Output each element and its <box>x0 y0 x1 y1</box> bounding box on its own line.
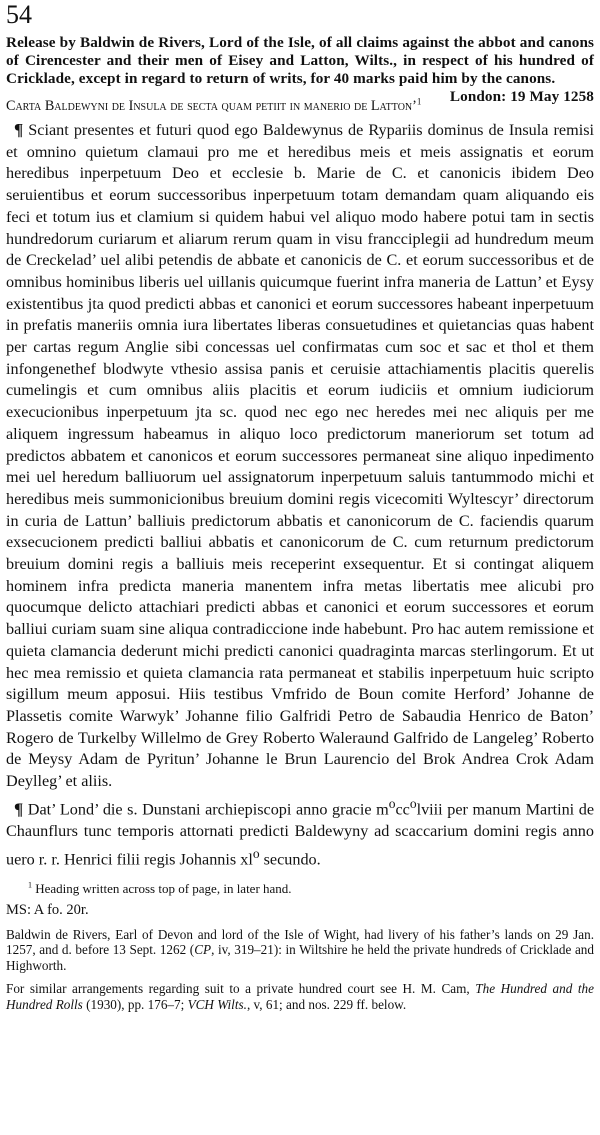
charter-text <box>6 119 594 871</box>
heading-footnote-ref: 1 <box>416 96 422 107</box>
summary-text: Release by Baldwin de Rivers, Lord of the Isle, of all claims against the abbot and canons of Cirencester and their men of Eisey and Latton, Wilts., in respect of his hundred of Cricklade, except in regard to return of writs, for 40 marks paid him by the canons. London: 19 May 1258 <box>6 34 594 105</box>
editorial-note-2: For similar arrangements regarding suit to a private hundred court see H. M. Cam, The Hundred and the Hundred Rolls (1930), pp. 176–7; VCH Wilts., v, 61; and nos. 229 ff. below. <box>6 981 594 1012</box>
pilcrow-mark: ¶ <box>14 799 24 819</box>
heading-text: Carta Baldewyni de Insula de secta quam petiit in manerio de Latton <box>6 98 413 114</box>
charter-summary <box>6 34 594 105</box>
footnote-text: Heading written across top of page, in later hand. <box>32 880 292 896</box>
charter-paragraph-1: ¶ Sciant presentes et futuri quod ego Baldewynus de Rypariis dominus de Insula remisi et omnino quietum clamaui pro me et heredibus meis et meis assignatis et eorum heredibus inperpetuum Deo et ecclesie b. Marie de C. et canonicis ibidem Deo seruientibus et eorum successoribus inperpetuum totam demandam quam aliquando eis feci et totum ius et clamium si quidem habui vel aliquo modo habere potui tam in sectis hundredorum curiarum et aliarum rerum quam in visu francciplegii ad hundredum meum de Creckelad’ uel alibi petendis de abbate et canonicis de C. et eorum successoribus et de omnibus hominibus liberis uel uillanis quicumque fuerint infra maneria de Lattun’ et Eysy existentibus jta quod predicti abbas et canonici et eorum successores habeant inperpetuum in prefatis maneriis omnia iura libertates liberas consuetudines et quietancias quas habent per cartas regum Anglie sibi concessas uel confirmatas cum soc et sac et thol et them infongenethef blodwyte vthesio assisa panis et ceruisie attachiamentis placitis querelis cumelingis et cum omnibus aliis placitis et eorum iudiciis et omnium iudiciorum execucionibus inperpetuum jta sc. quod nec ego nec heredes mei nec aliquis per me aliquem ingressum habeamus in aliquo loco predictorum maneriorum set totum ad predictos abbatem et canonicos et eorum successores permaneat sine aliquo inpedimento mei uel heredum balliuorum uel assignatorum inperpetuum saluis tantummodo michi et heredibus meis summonicionibus breuium domini regis vicecomiti Wyltescyr’ directorum in curia de Lattun’ balliuis predictorum abbatis et canonicorum de C. faciendis quarum exsecucionem predicti balliui abbatis et canonicorum de C. cum returnum predictorum breuium domini regis a balliuis meis receperint exsequentur. Et si contingat aliquem hominem infra predicta maneria manentem infra metas libertatis mee alicubi pro quocumque delicto attachiari predicti abbas et canonici et eorum successores et eorum balliui curiam suam sine aliqua contradiccione inde habebunt. Pro hac autem remissione et quieta clamancia dederunt michi predicti canonici quadraginta marcas sterlingorum. Et ut hec mea remissio et quieta clamancia rata permaneat et stabilis inperpetuum huic scripto sigillum meum apposui. Hiis testibus Vmfrido de Boun comite Herford’ Johanne de Plassetis comite Warwyk’ Johanne filio Galfridi Petro de Sabaudia Henrico de Baton’ Rogero de Turkelby Willelmo de Grey Roberto Waleraund Galfrido de Langeleg’ Roberto de Meysy Adam de Pyritun’ Johanne le Brun Laurencio del Brok Andrea Crok Adam Deylleg’ et aliis. <box>6 120 594 791</box>
charter-paragraph-2: ¶ Dat’ Lond’ die s. Dunstani archiepiscopi anno gracie $m^occ^olviii$ per manum Martini de Chaunflurs tunc temporis attornati predicti Baldewyny ad scaccarium domini regis anno uero r. r. Henrici filii regis Johannis $xl^o$ secundo. <box>6 795 595 868</box>
pilcrow-mark: ¶ <box>14 120 24 139</box>
manuscript-reference: MS: A fo. 20r. <box>6 901 89 918</box>
heading-mark: ’ <box>412 98 417 114</box>
page-number: 54 <box>6 0 32 29</box>
footnote <box>28 881 594 897</box>
footnote-number: 1 <box>28 880 32 890</box>
document-page <box>6 0 594 1020</box>
summary-place-date: London: 19 May 1258 <box>449 88 594 105</box>
editorial-note-1: Baldwin de Rivers, Earl of Devon and lord of the Isle of Wight, had livery of his father’s lands on 29 Jan. 1257, and d. before 13 Sept. 1262 (CP, iv, 319–21): in Wiltshire he held the private hundreds of Cricklade and Highworth. <box>6 926 594 973</box>
